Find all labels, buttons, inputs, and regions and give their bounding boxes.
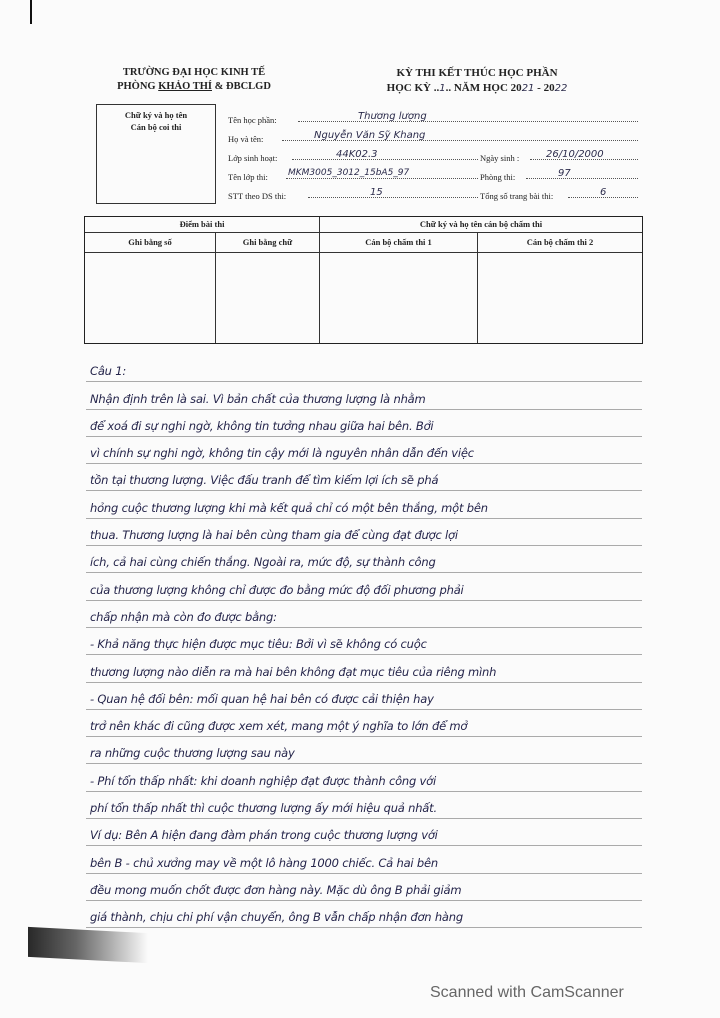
grader-header: Chữ ký và họ tên cán bộ chấm thi [320,217,642,233]
score-table [84,216,643,344]
answer-line [86,819,642,846]
stt-value: 15 [370,187,383,198]
answer-line-text: ích, cả hai cùng chiến thắng. Ngoài ra, mức độ, sự thành công [90,555,436,570]
term-value: 1 [439,83,446,94]
answer-line [86,792,642,819]
exam-title: KỲ THI KẾT THÚC HỌC PHẦN [396,67,558,79]
answer-line [86,628,642,655]
answer-line-text: Nhận định trên là sai. Vì bản chất của thương lượng là nhằm [90,391,426,406]
pages-value: 6 [600,187,607,198]
col-grader-1: Cán bộ chấm thi 1 [320,233,478,253]
class-value: 44K02.3 [336,149,378,160]
grader-2-cell [478,253,642,343]
camscanner-watermark: Scanned with CamScanner [430,984,624,1001]
course-row: Tên học phần: Thương lượng [228,110,640,129]
grader-1-cell [320,253,478,343]
exam-header [352,66,602,96]
stt-row: STT theo DS thi: 15 Tổng số trang bài thi: 6 [228,186,640,205]
col-numeric-score: Ghi bằng số [85,233,216,253]
supervisor-signature-box: Chữ ký và họ tên Cán bộ coi thi [96,104,216,204]
answer-line [86,655,642,682]
answer-line-text: thương lượng nào diễn ra mà hai bên không đạt mục tiêu của riêng mình [90,664,497,679]
answer-line-text: - Quan hệ đối bên: mối quan hệ hai bên có được cải thiện hay [90,691,434,706]
answer-line-text: trở nên khác đi cũng được xem xét, mang một ý nghĩa to lớn để mở [90,719,468,734]
answer-line [86,355,642,382]
school-name: TRƯỜNG ĐẠI HỌC KINH TẾ [122,67,266,78]
answer-line [86,491,642,518]
numeric-score-cell [85,253,216,343]
answer-line-text: để xoá đi sự nghi ngờ, không tin tưởng nhau giữa hai bên. Bởi [90,418,434,433]
year-end: 22 [554,83,568,94]
score-header: Điểm bài thi [85,217,320,233]
answer-line-text: hỏng cuộc thương lượng khi mà kết quả chỉ có một bên thắng, một bên [90,500,488,515]
answer-line-text: - Phí tổn thấp nhất: khi doanh nghiệp đạt được thành công với [90,773,436,788]
room-value: 97 [558,168,571,179]
col-grader-2: Cán bộ chấm thi 2 [478,233,642,253]
course-class-row: Tên lớp thi: MKM3005_3012_15bA5_97 Phòng thi: 97 [228,167,640,186]
answer-line-text: bên B - chủ xưởng may về một lô hàng 1000 chiếc. Cả hai bên [90,855,438,870]
scan-smudge [28,927,148,963]
answer-line [86,710,642,737]
answer-line [86,846,642,873]
school-header [94,66,294,94]
answer-line-text: giá thành, chịu chi phí vận chuyển, ông B vẫn chấp nhận đơn hàng [90,910,463,925]
answer-line-text: - Khả năng thực hiện được mục tiêu: Bởi vì sẽ không có cuộc [90,637,427,652]
name-row: Họ và tên: Nguyễn Văn Sỹ Khang [228,129,640,148]
year-start: 21 [521,83,535,94]
dob-value: 26/10/2000 [546,149,604,160]
course-value: Thương lượng [358,111,427,122]
answer-line-text: đều mong muốn chốt được đơn hàng này. Mặc dù ông B phải giảm [90,882,462,897]
answer-line-text: ra những cuộc thương lượng sau này [90,746,295,761]
class-row: Lớp sinh hoạt: 44K02.3 Ngày sinh : 26/10/2000 [228,148,640,167]
answer-line [86,410,642,437]
exam-term: HỌC KỲ ..1.. NĂM HỌC 2021 - 2022 [386,82,568,94]
name-value: Nguyễn Văn Sỹ Khang [314,130,426,141]
answer-line [86,737,642,764]
answer-line-text: tồn tại thương lượng. Việc đấu tranh để tìm kiếm lợi ích sẽ phá [90,473,439,488]
answer-line [86,519,642,546]
answer-line [86,382,642,409]
answer-line [86,601,642,628]
answer-line [86,464,642,491]
student-info [228,110,640,205]
answer-line [86,546,642,573]
answer-line [86,874,642,901]
answer-line [86,573,642,600]
answer-line-text: của thương lượng không chỉ được đo bằng mức độ đối phương phải [90,582,464,597]
department-name: PHÒNG KHẢO THÍ & ĐBCLGD [117,81,271,92]
answer-line-text: Ví dụ: Bên A hiện đang đàm phán trong cuộc thương lượng với [90,828,438,843]
answer-line [86,901,642,928]
col-words-score: Ghi bằng chữ [216,233,320,253]
course-class-value: MKM3005_3012_15bA5_97 [288,168,410,178]
answer-line-text: chấp nhận mà còn đo được bằng: [90,609,277,624]
answer-line [86,437,642,464]
answer-line [86,683,642,710]
scan-edge-mark [30,0,32,24]
answer-line-text: vì chính sự nghi ngờ, không tin cậy mới là nguyên nhân dẫn đến việc [90,446,474,461]
words-score-cell [216,253,320,343]
answer-line [86,764,642,791]
answer-line-text: Câu 1: [90,364,127,379]
answer-line-text: thua. Thương lượng là hai bên cùng tham gia để cùng đạt được lợi [90,528,458,543]
answer-line-text: phí tổn thấp nhất thì cuộc thương lượng ấy mới hiệu quả nhất. [90,801,437,816]
handwritten-answer [86,355,642,928]
